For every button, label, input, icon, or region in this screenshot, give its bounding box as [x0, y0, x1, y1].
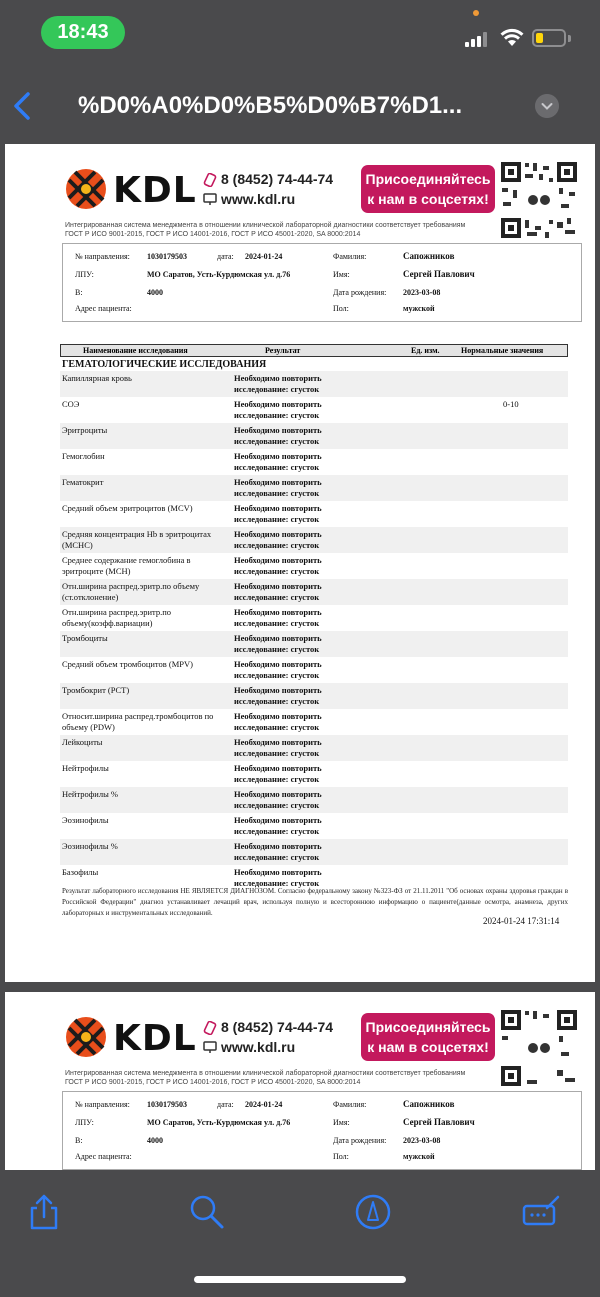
test-name: Нейтрофилы %	[62, 789, 118, 799]
patient-info-box: № направления: 1030179503 дата: 2024-01-24 Фамилия: Сапожников ЛПУ: МО Саратов, Усть-Курдюмская ул. д.76 Имя: Сергей Павлович В: 4000 Дата рождения: 2023-03-08 Адрес пациента: Пол: мужской	[62, 243, 582, 322]
table-row	[60, 423, 568, 449]
table-row	[60, 683, 568, 709]
test-result: Необходимо повторить исследование: сгусток	[234, 607, 322, 628]
referral-number: 1030179503	[147, 252, 187, 261]
share-icon[interactable]	[24, 1192, 64, 1232]
wifi-icon	[500, 28, 524, 48]
social-line-1: Присоединяйтесь	[365, 171, 491, 187]
kdl-logo-icon	[63, 166, 109, 212]
home-indicator[interactable]	[194, 1276, 406, 1283]
test-name: Эозинофилы	[62, 815, 109, 825]
test-name: Эритроциты	[62, 425, 108, 435]
phone-icon	[203, 1021, 217, 1035]
patient-dob: 2023-03-08	[403, 288, 441, 297]
social-line-1: Присоединяйтесь	[365, 1019, 491, 1035]
test-result: Необходимо повторить исследование: сгусток	[234, 529, 322, 550]
test-result: Необходимо повторить исследование: сгусток	[234, 789, 322, 810]
brand-name: KDL	[113, 170, 197, 211]
patient-sex: мужской	[403, 304, 435, 313]
status-bar	[0, 0, 600, 66]
test-result: Необходимо повторить исследование: сгусток	[234, 711, 322, 732]
test-norm: 0-10	[503, 399, 519, 409]
test-name: Тромбоциты	[62, 633, 108, 643]
section-title: ГЕМАТОЛОГИЧЕСКИЕ ИССЛЕДОВАНИЯ	[62, 359, 267, 370]
kdl-logo-icon	[63, 1014, 109, 1060]
table-row	[60, 449, 568, 475]
search-icon[interactable]	[187, 1192, 227, 1232]
test-name: Средний объем тромбоцитов (MPV)	[62, 659, 193, 669]
lab-website[interactable]: www.kdl.ru	[221, 191, 296, 207]
mic-indicator-icon	[473, 10, 479, 16]
test-result: Необходимо повторить исследование: сгусток	[234, 737, 322, 758]
table-row	[60, 839, 568, 865]
battery-tip	[568, 35, 571, 42]
document-title: %D0%A0%D0%B5%D0%B7%D1...	[78, 92, 463, 119]
cellular-signal-icon	[465, 32, 489, 47]
patient-surname: Сапожников	[403, 251, 455, 261]
test-name: Средняя концентрация Hb в эритроцитах (MCHC)	[62, 529, 212, 550]
back-chevron-icon[interactable]	[8, 88, 40, 124]
test-result: Необходимо повторить исследование: сгусток	[234, 581, 322, 602]
kdl-logo	[63, 1014, 197, 1062]
table-row	[60, 501, 568, 527]
test-result: Необходимо повторить исследование: сгусток	[234, 815, 322, 836]
social-banner[interactable]	[361, 165, 495, 213]
test-name: Отн.ширина распред.эритр.по объему(коэфф.вариации)	[62, 607, 172, 628]
test-name: Относит.ширина распред.тромбоцитов по объему (PDW)	[62, 711, 214, 732]
test-result: Необходимо повторить исследование: сгусток	[234, 867, 322, 888]
test-name: Эозинофилы %	[62, 841, 118, 851]
test-name: Среднее содержание гемоглобина в эритроците (MCH)	[62, 555, 191, 576]
test-result: Необходимо повторить исследование: сгусток	[234, 841, 322, 862]
pdf-page-2	[5, 992, 595, 1170]
iso-certification: Интегрированная система менеджмента в отношении клинической лабораторной диагностики соответствует требованиям ГОСТ Р ИСО 9001-2015, ГОСТ Р ИСО 14001-2016, ГОСТ Р ИСО 45001-2020, SA 8000:2014	[65, 222, 466, 238]
test-name: Лейкоциты	[62, 737, 103, 747]
results-table-body	[60, 371, 568, 891]
lab-website[interactable]: www.kdl.ru	[221, 1039, 296, 1055]
table-row	[60, 787, 568, 813]
lpu-value: МО Саратов, Усть-Курдюмская ул. д.76	[147, 270, 291, 279]
test-name: СОЭ	[62, 399, 80, 409]
test-result: Необходимо повторить исследование: сгусток	[234, 373, 322, 394]
test-name: Отн.ширина распред.эритр.по объему (ст.отклонение)	[62, 581, 200, 602]
battery-icon	[532, 29, 566, 47]
test-name: Капиллярная кровь	[62, 373, 132, 383]
qr-code[interactable]	[499, 1008, 579, 1088]
test-name: Средний объем эритроцитов (MCV)	[62, 503, 193, 513]
monitor-icon	[203, 1041, 217, 1054]
test-result: Необходимо повторить исследование: сгусток	[234, 425, 322, 446]
markup-icon[interactable]	[353, 1192, 393, 1232]
phone-icon	[203, 173, 217, 187]
monitor-icon	[203, 193, 217, 206]
lab-phone[interactable]: 8 (8452) 74-44-74	[221, 171, 334, 187]
patient-info-box: № направления: 1030179503 дата: 2024-01-24 Фамилия: Сапожников ЛПУ: МО Саратов, Усть-Курдюмская ул. д.76 Имя: Сергей Павлович В: 4000 Дата рождения: 2023-03-08 Адрес пациента: Пол: мужской	[62, 1091, 582, 1170]
table-row	[60, 631, 568, 657]
iso-certification: Интегрированная система менеджмента в отношении клинической лабораторной диагностики соответствует требованиям ГОСТ Р ИСО 9001-2015, ГОСТ Р ИСО 14001-2016, ГОСТ Р ИСО 45001-2020, SA 8000:2014	[65, 1070, 466, 1086]
table-row	[60, 371, 568, 397]
test-name: Нейтрофилы	[62, 763, 109, 773]
status-time[interactable]: 18:43	[41, 16, 125, 49]
table-row	[60, 657, 568, 683]
test-result: Необходимо повторить исследование: сгусток	[234, 659, 322, 680]
test-result: Необходимо повторить исследование: сгусток	[234, 399, 322, 420]
annotate-form-icon[interactable]	[521, 1192, 561, 1232]
test-name: Гемоглобин	[62, 451, 105, 461]
patient-name: Сергей Павлович	[403, 269, 475, 279]
pdf-page-1	[5, 144, 595, 982]
table-row	[60, 761, 568, 787]
kdl-logo	[63, 166, 197, 214]
disclaimer-footnote: Результат лабораторного исследования НЕ ЯВЛЯЕТСЯ ДИАГНОЗОМ. Согласно федеральному закону №323-ФЗ от 21.11.2011 "Об основах охраны здоровья граждан в Российской Федерации" диагноз устанавливает лечащий врач, используя полную и всестороннюю информацию о пациенте(данные осмотра, анамнеза, других лабораторных и инструментальных исследований.	[62, 887, 568, 917]
lab-phone[interactable]: 8 (8452) 74-44-74	[221, 1019, 334, 1035]
test-name: Гематокрит	[62, 477, 104, 487]
test-result: Необходимо повторить исследование: сгусток	[234, 763, 322, 784]
report-timestamp: 2024-01-24 17:31:14	[483, 916, 560, 926]
brand-name: KDL	[113, 1018, 197, 1059]
test-name: Базофилы	[62, 867, 99, 877]
pdf-viewer[interactable]	[0, 142, 600, 1170]
test-result: Необходимо повторить исследование: сгусток	[234, 555, 322, 576]
social-banner[interactable]	[361, 1013, 495, 1061]
table-row	[60, 709, 568, 735]
table-row	[60, 527, 568, 553]
table-row	[60, 397, 568, 423]
nav-bar	[0, 66, 600, 142]
results-table-header: Наименование исследования Результат Ед. изм. Нормальные значения	[60, 344, 568, 357]
table-row	[60, 475, 568, 501]
test-result: Необходимо повторить исследование: сгусток	[234, 633, 322, 654]
v-value: 4000	[147, 288, 163, 297]
table-row	[60, 813, 568, 839]
referral-date: 2024-01-24	[245, 252, 283, 261]
qr-code[interactable]	[499, 160, 579, 240]
table-row	[60, 553, 568, 579]
table-row	[60, 605, 568, 631]
test-result: Необходимо повторить исследование: сгусток	[234, 503, 322, 524]
social-line-2: к нам в соцсетях!	[367, 1039, 489, 1055]
test-result: Необходимо повторить исследование: сгусток	[234, 685, 322, 706]
table-row	[60, 579, 568, 605]
test-name: Тромбокрит (PCT)	[62, 685, 130, 695]
test-result: Необходимо повторить исследование: сгусток	[234, 477, 322, 498]
test-result: Необходимо повторить исследование: сгусток	[234, 451, 322, 472]
table-row	[60, 735, 568, 761]
title-menu-chevron-icon[interactable]	[535, 94, 559, 118]
social-line-2: к нам в соцсетях!	[367, 191, 489, 207]
